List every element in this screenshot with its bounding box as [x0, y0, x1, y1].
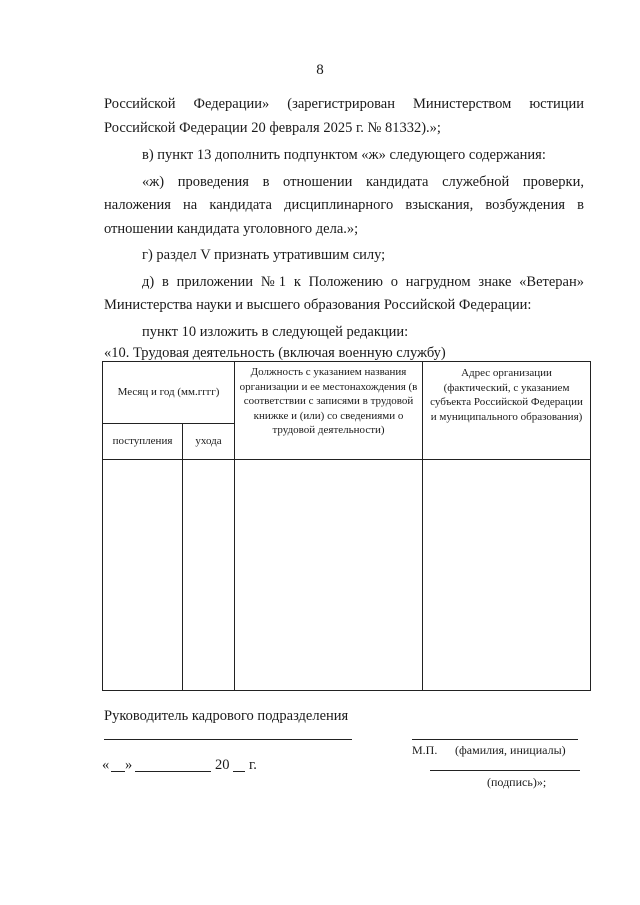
table-heading: «10. Трудовая деятельность (включая военную службу) — [104, 345, 446, 361]
paragraph-2: в) пункт 13 дополнить подпунктом «ж» следующего содержания: — [142, 147, 546, 163]
page-number: 8 — [316, 62, 324, 78]
employment-table — [102, 361, 591, 691]
date-year-prefix: 20 — [215, 757, 230, 773]
paragraph-5: д) в приложении №1 к Положению о нагрудном знаке «Ветеран» Министерства науки и высшего образования Российской Федерации: — [104, 273, 584, 313]
table-cell-address — [423, 460, 591, 691]
stamp-label: М.П. — [412, 743, 438, 757]
paragraph-6: пункт 10 изложить в следующей редакции: — [142, 323, 409, 340]
date-year-line — [233, 771, 245, 772]
header-start: поступления — [103, 424, 183, 460]
signature-label: (подпись)»; — [487, 775, 547, 789]
header-end: ухода — [183, 424, 235, 460]
head-label: Руководитель кадрового подразделения — [104, 708, 349, 724]
paragraph-1: Российской Федерации» (зарегистрирован Министерством юстиции Российской Федерации 20 февраля 2025 г. № 81332).»; — [104, 96, 584, 136]
header-month-year: Месяц и год (мм.гггг) — [103, 362, 235, 424]
date-month-line — [135, 771, 211, 772]
body-text — [104, 93, 584, 344]
date-day-line — [111, 771, 125, 772]
date-year-suffix: г. — [249, 757, 257, 773]
date-close-quote: » — [125, 757, 133, 773]
signature-line — [430, 770, 580, 771]
name-label: (фамилия, инициалы) — [455, 743, 566, 757]
paragraph-3: «ж) проведения в отношении кандидата служебной проверки, наложения на кандидата дисциплинарного взыскания, возбуждения в отношении кандидата уголовного дела.»; — [104, 173, 584, 237]
date-open-quote: « — [102, 757, 110, 773]
header-address: Адрес организации (фактический, с указанием субъекта Российской Федерации и муниципального образования) — [423, 362, 591, 460]
table-cell-start — [103, 460, 183, 691]
paragraph-4: г) раздел V признать утратившим силу; — [142, 247, 386, 263]
name-line — [412, 739, 578, 740]
head-signature-line — [104, 739, 352, 740]
table-cell-position — [235, 460, 423, 691]
header-position: Должность с указанием названия организации и ее местонахождения (в соответствии с записями в трудовой книжке и (или) со сведениями о трудовой деятельности) — [235, 362, 423, 460]
table-cell-end — [183, 460, 235, 691]
